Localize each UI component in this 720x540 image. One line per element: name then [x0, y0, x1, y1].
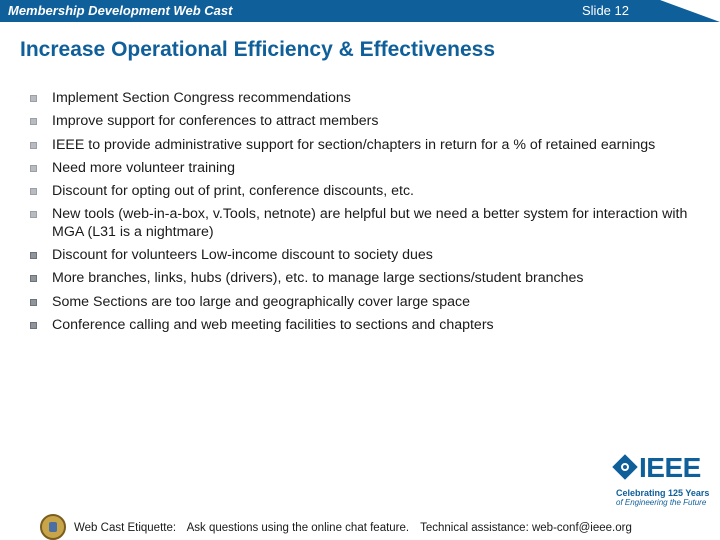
- square-bullet-icon: [30, 322, 37, 329]
- slide-number: Slide 12: [582, 3, 629, 18]
- bullet-item: [28, 183, 688, 200]
- bullet-text: Improve support for conferences to attract members: [52, 113, 379, 130]
- bullet-item: [28, 270, 688, 287]
- square-bullet-icon: [30, 275, 37, 282]
- bullet-text: Conference calling and web meeting facilities to sections and chapters: [52, 316, 494, 333]
- badge-emblem: [49, 522, 57, 532]
- slide-title: Increase Operational Efficiency & Effectiveness: [20, 38, 496, 61]
- bullet-text: Some Sections are too large and geographically cover large space: [52, 293, 470, 310]
- bullet-text: IEEE to provide administrative support for section/chapters in return for a % of retained earnings: [52, 136, 656, 153]
- header-wedge: [660, 0, 720, 22]
- footer-assistance-text: Technical assistance: web-conf@ieee.org: [420, 522, 632, 534]
- bullet-item: [28, 294, 688, 311]
- bullet-item: [28, 160, 688, 177]
- square-bullet-icon: [30, 211, 37, 218]
- bullet-list: [28, 90, 688, 340]
- footer-etiquette: [74, 522, 640, 534]
- bullet-item: [28, 137, 688, 154]
- bullet-item: [28, 206, 688, 241]
- bullet-text: New tools (web-in-a-box, v.Tools, netnote) are helpful but we need a better system for interaction with MGA (L31 is a nightmare): [52, 206, 688, 240]
- bullet-text: Implement Section Congress recommendations: [52, 90, 351, 106]
- bullet-item: [28, 90, 688, 107]
- ieee-wordmark: IEEE: [639, 452, 701, 483]
- footer-questions-text: Ask questions using the online chat feature.: [186, 522, 410, 534]
- ieee-logo: [614, 452, 714, 508]
- square-bullet-icon: [30, 165, 37, 172]
- logo-tagline-sub: of Engineering the Future: [616, 498, 707, 507]
- bullet-text: Need more volunteer training: [52, 159, 235, 176]
- bullet-text: Discount for volunteers Low-income discount to society dues: [52, 247, 433, 264]
- square-bullet-icon: [30, 142, 37, 149]
- ieee-diamond-ring: [621, 463, 629, 471]
- header-title: Membership Development Web Cast: [8, 3, 233, 18]
- square-bullet-icon: [30, 188, 37, 195]
- bullet-item: [28, 247, 688, 264]
- webcast-badge-icon: [40, 514, 66, 540]
- footer-etiquette-label: Web Cast Etiquette:: [74, 522, 177, 534]
- square-bullet-icon: [30, 252, 37, 259]
- bullet-item: [28, 317, 688, 334]
- bullet-text: Discount for opting out of print, conference discounts, etc.: [52, 183, 414, 200]
- bullet-text: More branches, links, hubs (drivers), etc. to manage large sections/student branches: [52, 270, 584, 287]
- header-bar: [0, 0, 720, 22]
- square-bullet-icon: [30, 118, 37, 125]
- square-bullet-icon: [30, 299, 37, 306]
- logo-tagline: Celebrating 125 Years: [616, 488, 710, 498]
- bullet-item: [28, 113, 688, 130]
- square-bullet-icon: [30, 95, 37, 102]
